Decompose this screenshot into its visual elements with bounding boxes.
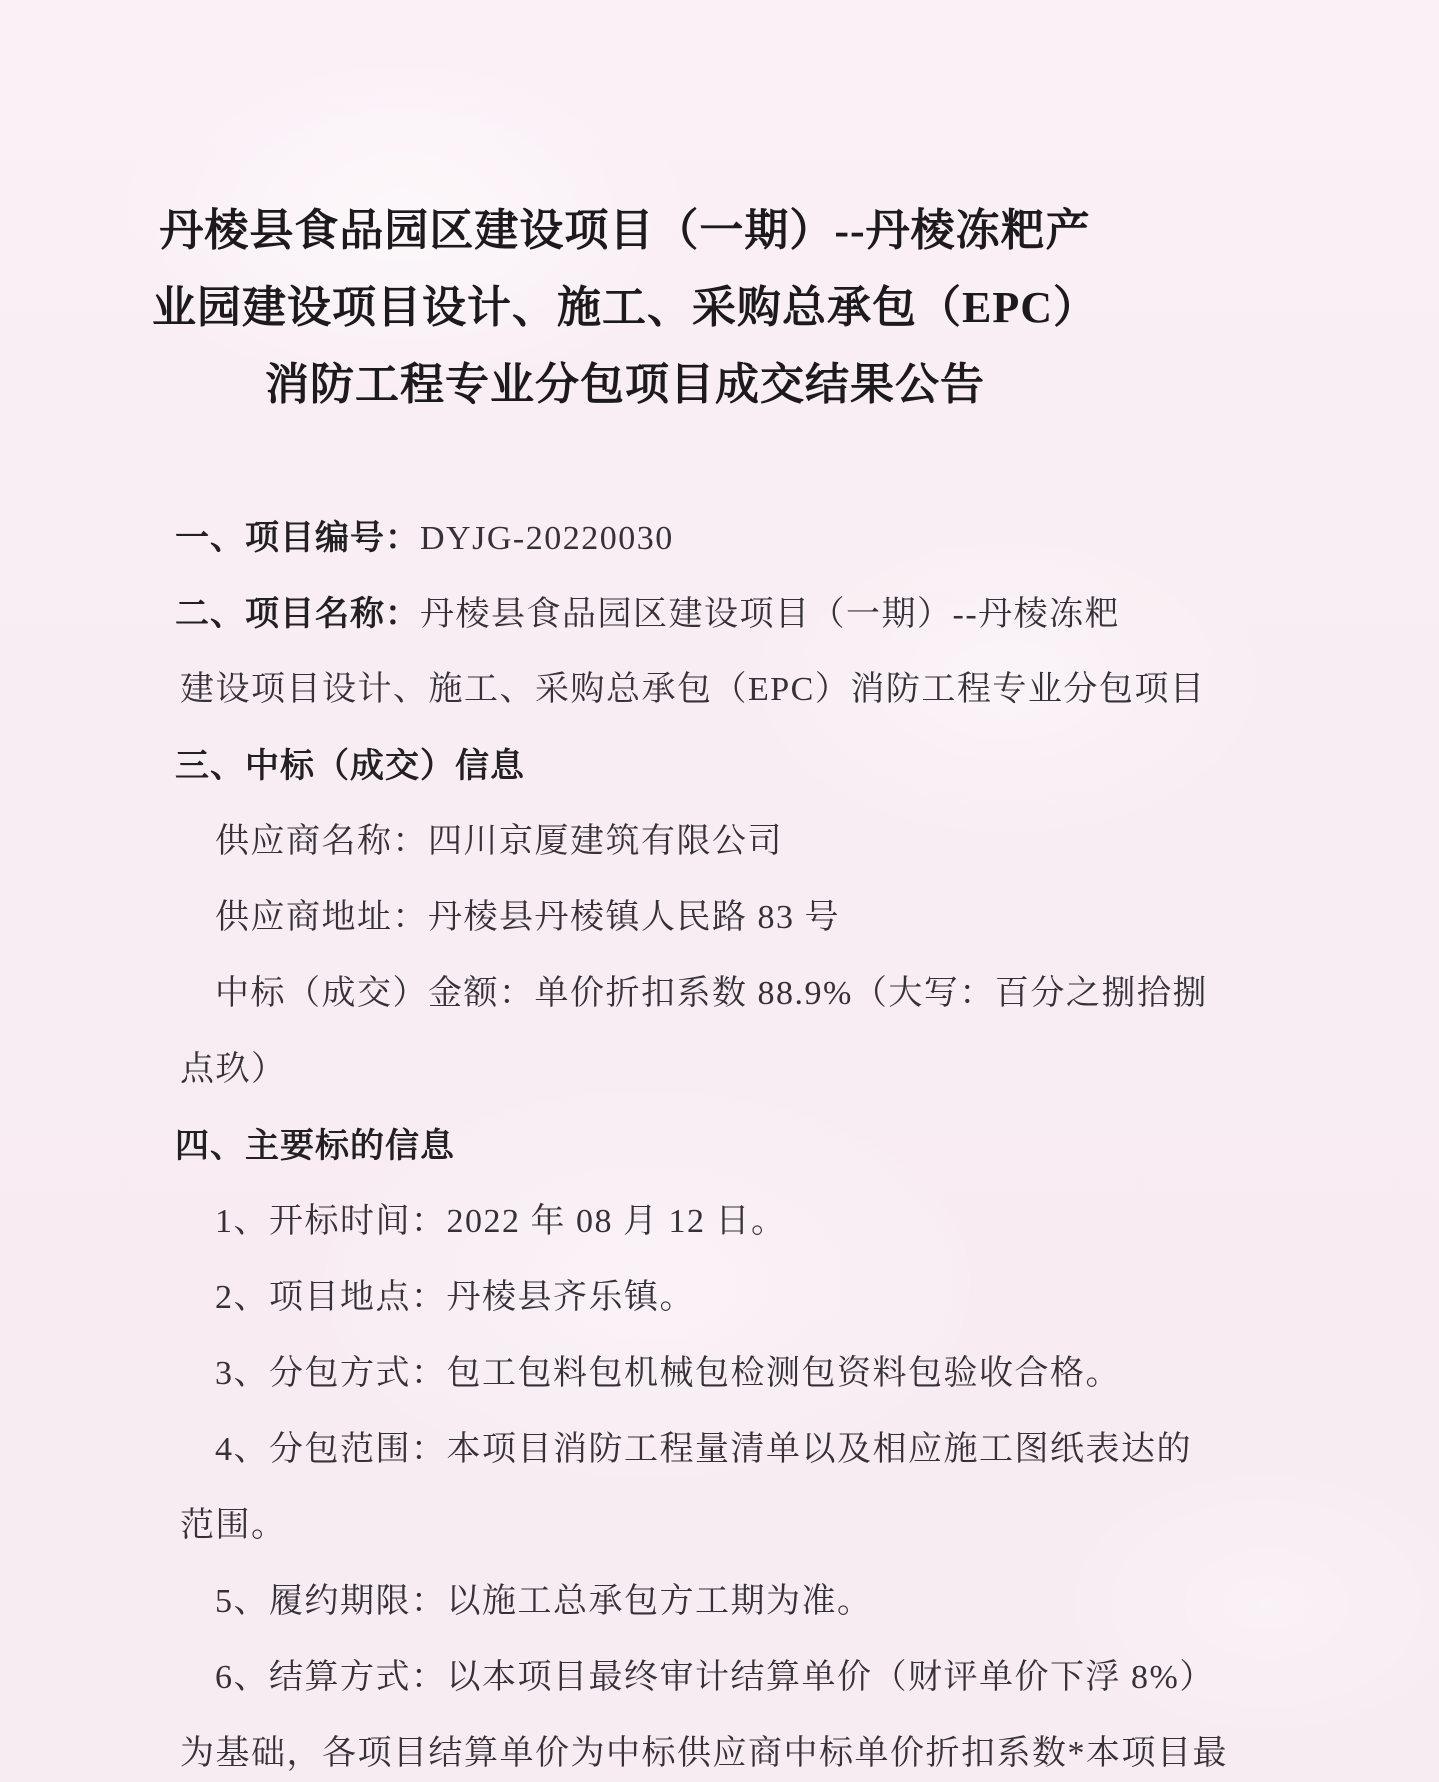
doc-line-text: 建设项目设计、施工、采购总承包（EPC）消防工程专业分包项目 (180, 671, 1206, 708)
document-title (110, 192, 1140, 423)
doc-line-supplier-address (215, 880, 1175, 956)
doc-line-award-amount-cont (180, 1032, 1175, 1108)
section-heading-label: 二、项目名称： (175, 595, 420, 633)
doc-line-supplier-name (215, 804, 1175, 880)
doc-line-item-4-cont (180, 1488, 1175, 1564)
doc-line-text: 6、结算方式：以本项目最终审计结算单价（财评单价下浮 8%） (215, 1659, 1215, 1696)
doc-title-line-2: 业园建设项目设计、施工、采购总承包（EPC） (152, 283, 1098, 332)
doc-line-text: 5、履约期限：以施工总承包方工期为准。 (215, 1583, 873, 1620)
doc-line-project-name (175, 576, 1175, 652)
doc-line-item-2-project-location (215, 1260, 1175, 1336)
doc-line-project-number (175, 500, 1175, 576)
doc-line-item-5-performance-period (215, 1564, 1175, 1640)
doc-line-text: 中标（成交）金额：单价折扣系数 88.9%（大写：百分之捌拾捌 (215, 975, 1208, 1012)
doc-line-text: 点玖） (180, 1051, 287, 1088)
doc-line-main-subject-heading (175, 1108, 1175, 1184)
document-body (175, 500, 1228, 1782)
doc-line-item-6-settlement-method (215, 1640, 1215, 1716)
doc-line-text: 1、开标时间：2022 年 08 月 12 日。 (215, 1203, 787, 1240)
doc-line-text: 3、分包方式：包工包料包机械包检测包资料包验收合格。 (215, 1355, 1121, 1392)
section-heading-label: 三、中标（成交）信息 (175, 747, 525, 785)
doc-line-text: 范围。 (180, 1507, 287, 1544)
doc-line-text: 丹棱县食品园区建设项目（一期）--丹棱冻粑 (420, 596, 1121, 633)
section-heading-label: 一、项目编号： (175, 519, 420, 557)
doc-line-item-6-cont (180, 1716, 1228, 1782)
doc-line-text: 供应商名称：四川京厦建筑有限公司 (215, 823, 783, 860)
section-heading-label: 四、主要标的信息 (175, 1127, 455, 1165)
doc-line-text: 为基础，各项目结算单价为中标供应商中标单价折扣系数*本项目最 (180, 1735, 1228, 1772)
doc-line-item-1-bid-opening-time (215, 1184, 1175, 1260)
doc-line-award-amount (215, 956, 1208, 1032)
doc-title-line-3: 消防工程专业分包项目成交结果公告 (265, 360, 985, 409)
doc-line-item-3-subcontract-method (215, 1336, 1175, 1412)
doc-line-text: 供应商地址：丹棱县丹棱镇人民路 83 号 (215, 899, 840, 936)
doc-line-text: 2、项目地点：丹棱县齐乐镇。 (215, 1279, 695, 1316)
doc-line-item-4-subcontract-scope (215, 1412, 1192, 1488)
doc-title-line-1: 丹棱县食品园区建设项目（一期）--丹棱冻粑产 (159, 206, 1091, 255)
doc-line-text: 4、分包范围：本项目消防工程量清单以及相应施工图纸表达的 (215, 1431, 1192, 1468)
doc-line-award-info-heading (175, 728, 1175, 804)
doc-line-project-name-cont (180, 652, 1206, 728)
doc-line-text: DYJG-20220030 (420, 520, 674, 557)
